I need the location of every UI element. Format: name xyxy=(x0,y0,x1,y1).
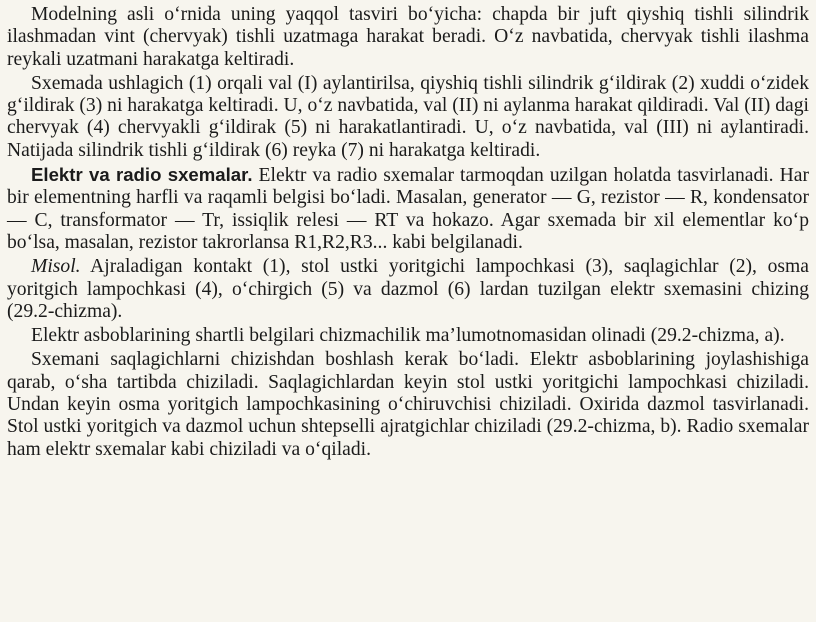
paragraph-electric-radio-schemes xyxy=(7,164,809,254)
paragraph-text: Modelning asli o‘rnida uning yaqqol tasviri bo‘yicha: chapda bir juft qiyshiq tishli silindrik ilashmadan vint (chervyak) tishli uzatmaga harakat beradi. O‘z navbatida, chervyak tishli ilashma reykali uzatmani harakatga keltiradi. xyxy=(7,4,809,70)
paragraph-text: Ajraladigan kontakt (1), stol ustki yoritgichi lampochkasi (3), saqlagichlar (2), osma yoritgich lampochkasi (4), o‘chirgich (5) va dazmol (6) lardan tuzilgan elektr sxemasini chizing (29.2-chizma). xyxy=(7,256,809,322)
paragraph-symbols-reference xyxy=(7,325,809,347)
document-page xyxy=(7,4,809,463)
paragraph-drawing-order xyxy=(7,349,809,460)
paragraph-text: Elektr asboblarining shartli belgilari chizmachilik ma’lumotnomasidan olinadi (29.2-chizma, a). xyxy=(31,325,785,347)
example-label: Misol. xyxy=(31,256,81,278)
paragraph-text: Sxemada ushlagich (1) orqali val (I) aylantirilsa, qiyshiq tishli silindrik g‘ildirak (2) xuddi o‘zidek g‘ildirak (3) ni harakatga keltiradi. U, o‘z navbatida, val (II) ni aylanma harakat qildiradi. Val (II) dagi chervyak (4) chervyakli g‘ildirak (5) ni harakatlantiradi. U, o‘z navbatida, val (III) ni aylantiradi. Natijada silindrik tishli g‘ildirak (6) reyka (7) ni harakatga keltiradi. xyxy=(7,72,809,161)
paragraph-text: Sxemani saqlagichlarni chizishdan boshlash kerak bo‘ladi. Elektr asboblarining joylashishiga qarab, o‘sha tartibda chiziladi. Saqlagichlardan keyin stol ustki yoritgichi lampochkasi chiziladi. Undan keyin osma yoritgich lampochkasining o‘chiruvchisi chiziladi. Oxirida dazmol tasvirlanadi. Stol ustki yoritgich va dazmol uchun shtepselli ajratgichlar chiziladi (29.2-chizma, b). Radio sxemalar ham elektr sxemalar kabi chiziladi va o‘qiladi. xyxy=(7,349,809,460)
section-heading: Elektr va radio sxemalar. xyxy=(31,164,253,186)
paragraph-text: Elektr va radio sxemalar tarmoqdan uzilgan holatda tasvirlanadi. Har bir elementning harfli va raqamli belgisi bo‘ladi. Masalan, generator — G, rezistor — R, kondensator — C, transformator — Tr, issiqlik relesi — RT va hokazo. Agar sxemada bir xil elementlar ko‘p bo‘lsa, masalan, rezistor takrorlansa R1,R2,R3... kabi belgilanadi. xyxy=(7,165,809,253)
paragraph-model-description xyxy=(7,4,809,71)
paragraph-scheme-explanation xyxy=(7,73,809,162)
paragraph-example xyxy=(7,256,809,323)
